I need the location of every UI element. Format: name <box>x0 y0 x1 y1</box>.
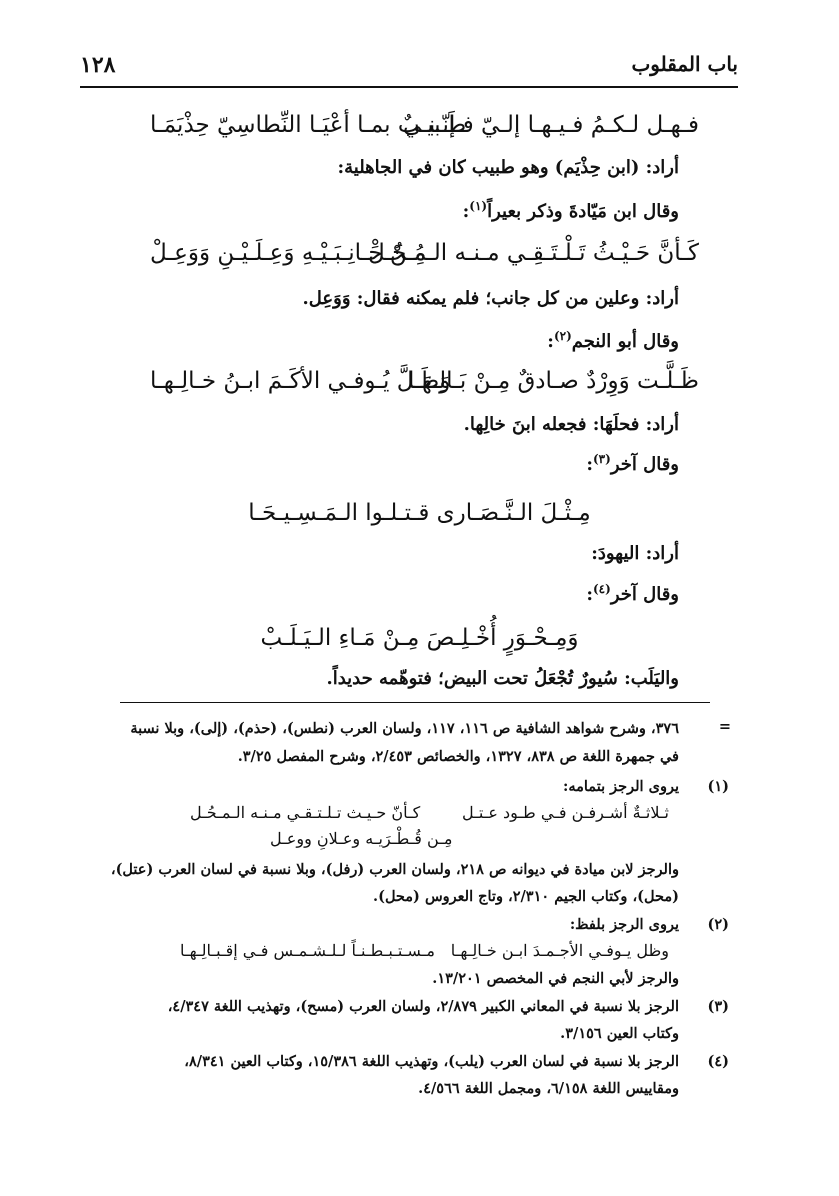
footnote-1-text-1: والرجز لابن ميادة في ديوانه ص ٢١٨، ولسان العرب (رفل)، وبلا نسبة في لسان العرب (عتل)، <box>110 861 679 878</box>
explanation-line-1: أراد: (ابن حِذْيَم) وهو طبيب كان في الجاهلية: <box>337 157 679 178</box>
page-number: ١٢٨ <box>80 52 116 78</box>
verse-5: وَمِـحْـوَرٍ أُخْـلِـصَ مِـنْ مَـاءِ الـيَـلَـبْ <box>260 625 579 651</box>
verse-2-left-hemistich: مِـنْ جَـانِـبَـيْـهِ وَعِـلَـيْـنِ وَوَعِـلْ <box>150 240 427 266</box>
explanation-line-9: واليَلَب: سُيورٌ تُجْعَلُ تحت البيض؛ فتوهّمه حديداً. <box>326 668 679 689</box>
header-rule <box>80 86 738 88</box>
verse-3-left-hemistich: وَظَـلَّ يُـوفـي الأكَـمَ ابـنُ خـالِـهـا <box>150 368 451 394</box>
footnote-2-verse-right: وظل يـوفـي الأجـمـدَ ابـن خـالِـهـا <box>450 941 669 960</box>
footnote-ref-4: (٤) <box>592 582 611 596</box>
footnote-4-text-1: الرجز بلا نسبة في لسان العرب (يلب)، وتهذيب اللغة ١٥/٣٨٦، وكتاب العين ٨/٣٤١، <box>184 1053 679 1070</box>
explanation-line-5: أراد: فحلَهَا: فجعله ابنَ خالِها. <box>463 414 679 435</box>
footnote-1-verse-a-right: ثـلاثـةٌ أشـرفـن فـي طـود عـتـل <box>462 803 669 822</box>
footnote-4-number: (٤) <box>707 1053 729 1070</box>
footnote-4-text-2: ومقاييس اللغة ٦/١٥٨، ومجمل اللغة ٤/٥٦٦. <box>418 1080 679 1097</box>
explanation-line-3: أراد: وعلين من كل جانب؛ فلم يمكنه فقال: وَوَعِل. <box>302 288 679 309</box>
footnote-2-intro: يروى الرجز بلفظ: <box>569 916 679 933</box>
quote-intro-line-8: وقال آخر$^{(٤)}$: <box>586 582 679 605</box>
footnote-2-verse-left: مـسـتـبـطـنـاً لـلـشـمـس فـي إقـبـالِـهـا <box>180 941 435 960</box>
footnote-ref-3: (٣) <box>592 452 611 466</box>
footnote-1-verse-a-left: كـأنّ حـيـث تـلـتـقـي مـنـه الـمـحُـل <box>190 803 421 822</box>
footnote-continuation-line-2: في جمهرة اللغة ص ٨٣٨، ١٣٢٧، والخصائص ٢/٤٥٣، وشرح المفصل ٣/٢٥. <box>237 748 679 765</box>
footnote-1-intro: يروى الرجز بتمامه: <box>563 778 679 795</box>
footnote-3-text-2: وكتاب العين ٣/١٥٦. <box>560 1025 679 1042</box>
verse-4: مِـثْـلَ الـنَّـصَـارى قـتـلـوا الـمَـسِـيـحَـا <box>248 500 591 526</box>
quote-intro-line-6: وقال آخر$^{(٣)}$: <box>586 452 679 475</box>
footnote-1-number: (١) <box>707 778 729 795</box>
explanation-line-7: أراد: اليهودَ: <box>591 543 679 564</box>
footnote-continuation-mark: = <box>718 718 731 735</box>
footnote-3-text-1: الرجز بلا نسبة في المعاني الكبير ٢/٨٧٩، ولسان العرب (مسح)، وتهذيب اللغة ٤/٣٤٧، <box>167 998 679 1015</box>
chapter-title: باب المقلوب <box>631 52 738 76</box>
footnote-separator <box>120 702 710 703</box>
footnote-2-text: والرجز لأبي النجم في المخصص ١٣/٢٠١. <box>432 970 679 987</box>
footnote-2-number: (٢) <box>707 916 729 933</box>
footnote-1-text-2: (محل)، وكتاب الجيم ٢/٣١٠، وتاج العروس (محل). <box>373 888 679 905</box>
footnote-3-number: (٣) <box>707 998 729 1015</box>
verse-1-left-hemistich: طَـبيـبٌ بمـا أعْيَـا النِّطاسِيّ حِذْيَمَـا <box>150 112 467 138</box>
page-header <box>80 52 738 88</box>
quote-intro-line-2: وقال ابن مَيّادةَ وذكر بعيراً$^{(١)}$: <box>462 199 679 222</box>
footnote-1-verse-b: مِـن قُـطْـرَيـه وعـلانِ ووعـل <box>270 829 453 848</box>
verse-3-right-hemistich: ظَـلَّـت وَوِرْدٌ صـادقٌ مِـنْ بَـالِـهَـا <box>408 368 699 394</box>
quote-intro-line-4: وقال أبو النجم$^{(٢)}$: <box>547 329 679 352</box>
verse-1-right-hemistich: فـهـل لـكـمُ فـيـهـا إلـيّ فـإنّـنـي <box>402 112 699 138</box>
verse-2-right-hemistich: كَـأنَّ حَـيْـثُ تَـلْـتَـقِـي مـنـه الـمُـحُـلْ <box>367 240 699 266</box>
footnote-ref-2: (٢) <box>553 329 572 343</box>
footnote-continuation-line-1: ٣٧٦، وشرح شواهد الشافية ص ١١٦، ١١٧، ولسان العرب (نطس)، (حذم)، (إلى)، وبلا نسبة <box>130 720 679 737</box>
footnote-ref-1: (١) <box>469 199 488 213</box>
